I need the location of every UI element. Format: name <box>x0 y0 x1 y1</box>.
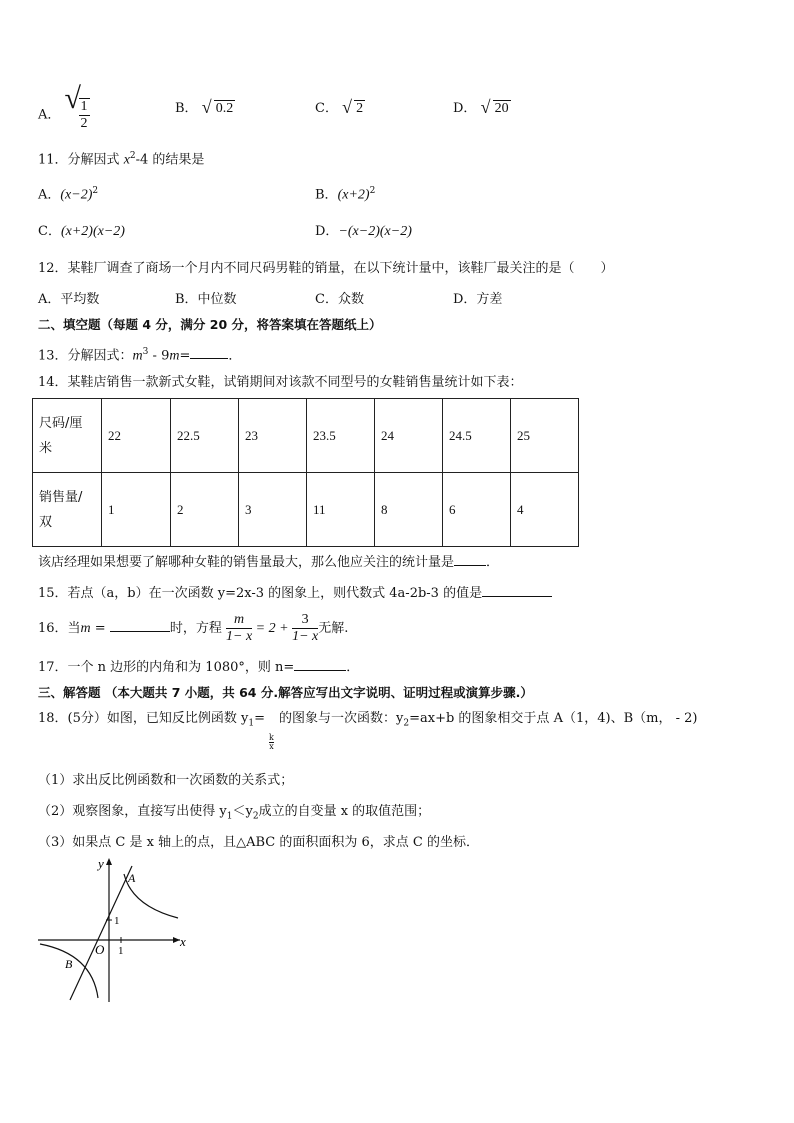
q10-option-c: C． √ 2 <box>315 97 364 117</box>
table-cell: 1 <box>102 473 171 547</box>
y-axis-label: y <box>98 856 104 871</box>
shoe-sales-table <box>32 398 579 547</box>
hyperbola-branch-third-quadrant <box>40 944 98 998</box>
q12-option-a: A．平均数 <box>38 292 100 307</box>
table-cell: 11 <box>307 473 375 547</box>
answer-blank <box>482 596 552 597</box>
sqrt-one-half: √ $\frac{1}{2}$ <box>64 82 88 131</box>
linear-function-line <box>70 866 132 1000</box>
q15: 15．若点（a，b）在一次函数 y=2x-3 的图象上，则代数式 4a-2b-3 的值是 <box>38 585 552 603</box>
table-header-size: 尺码/厘 米 <box>33 399 102 473</box>
point-b-label: B <box>65 957 73 971</box>
table-cell: 23.5 <box>307 399 375 473</box>
section-heading-fill-in: 二、填空题（每题 4 分，满分 20 分，将答案填在答题纸上） <box>38 317 382 332</box>
x-tick-label: 1 <box>118 945 124 957</box>
q11-stem: 11．分解因式 $x^2-4$ 的结果是 <box>38 151 205 168</box>
function-graph <box>30 852 200 1010</box>
table-cell: 23 <box>239 399 307 473</box>
q11-option-a: A．$(x-2)^2$ <box>38 186 99 203</box>
q12-option-b: B．中位数 <box>175 292 237 307</box>
table-row-sales <box>33 473 579 547</box>
q18-stem: 18．(5分）如图，已知反比例函数 $y_1=$ k x 的图象与一次函数：$y_2=ax+b$ 的图象相交于点 A（1，4)、B（m， - 2) <box>38 711 698 751</box>
q10-option-a: A． √ $\frac{1}{2}$ <box>38 82 88 131</box>
table-cell: 24.5 <box>443 399 511 473</box>
table-cell: 8 <box>375 473 443 547</box>
q11-option-c: C．(x+2)(x−2) <box>38 224 125 239</box>
q11-option-d: D．−(x−2)(x−2) <box>315 224 412 239</box>
answer-blank <box>294 670 346 671</box>
q14-stem: 14．某鞋店销售一款新式女鞋，试销期间对该款不同型号的女鞋销售量统计如下表： <box>38 375 523 390</box>
q16: 16．当m = 时，方程 $\frac{m}{1- x}$ = 2 + $\frac{3}{1- x}$ 无解. <box>38 612 349 644</box>
q18-part1: （1）求出反比例函数和一次函数的关系式； <box>38 773 294 788</box>
answer-blank <box>454 565 486 566</box>
q11-option-b: B．$(x+2)^2$ <box>315 186 376 203</box>
table-cell: 2 <box>171 473 239 547</box>
q10-option-d: D． √ 20 <box>453 97 509 117</box>
y-tick-label: 1 <box>114 915 120 927</box>
y-axis-arrow <box>106 858 112 865</box>
table-row-sizes <box>33 399 579 473</box>
table-cell: 25 <box>511 399 579 473</box>
q12-option-c: C．众数 <box>315 292 364 307</box>
answer-blank <box>110 631 170 632</box>
q14-question: 该店经理如果想要了解哪种女鞋的销售量最大，那么他应关注的统计量是 ． <box>38 555 500 570</box>
table-cell: 3 <box>239 473 307 547</box>
q10-option-b: B． √ 0.2 <box>175 97 234 117</box>
table-header-sales: 销售量/ 双 <box>33 473 102 547</box>
q17: 17．一个 n 边形的内角和为 1080°，则 n= ． <box>38 660 360 675</box>
origin-label: O <box>95 942 105 957</box>
table-cell: 22 <box>102 399 171 473</box>
q13: 13．分解因式：$m^3 - 9m=$ ． <box>38 347 242 364</box>
section-heading-solutions: 三、解答题 （本大题共 7 小题，共 64 分.解答应写出文字说明、证明过程或演算步骤.） <box>38 685 533 700</box>
table-cell: 24 <box>375 399 443 473</box>
point-a-label: A <box>128 871 136 885</box>
q12-stem: 12．某鞋厂调查了商场一个月内不同尺码男鞋的销量，在以下统计量中，该鞋厂最关注的是（ ） <box>38 261 614 276</box>
q18-part3: （3）如果点 C 是 x 轴上的点，且△ABC 的面积面积为 6，求点 C 的坐标． <box>38 835 479 850</box>
q12-option-d: D．方差 <box>453 292 503 307</box>
table-cell: 22.5 <box>171 399 239 473</box>
table-cell: 6 <box>443 473 511 547</box>
answer-blank <box>190 358 228 359</box>
x-axis-arrow <box>173 937 180 943</box>
q18-part2: （2）观察图象，直接写出使得 $y_1<y_2$成立的自变量 x 的取值范围； <box>38 804 431 822</box>
x-axis-label: x <box>180 934 186 949</box>
table-cell: 4 <box>511 473 579 547</box>
